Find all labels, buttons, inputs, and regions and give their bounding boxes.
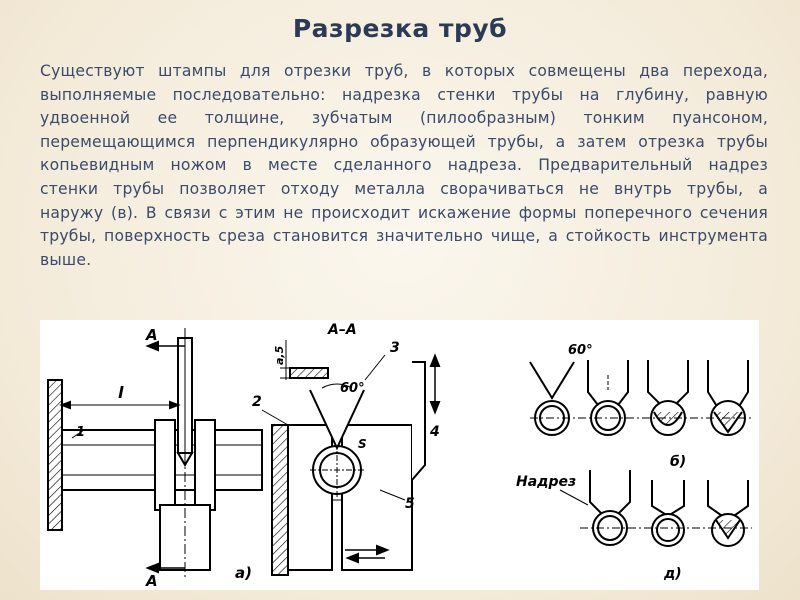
sequence-d-group — [560, 470, 752, 546]
label-caption-d: д) — [664, 566, 682, 582]
label-dim-a: a,5 — [273, 345, 286, 365]
label-notch: Надрез — [516, 474, 577, 490]
sequence-b-group — [530, 360, 752, 435]
slide-title: Разрезка труб — [292, 14, 508, 43]
slide-paragraph: Существуют штампы для отрезки труб, в которых совмещены два перехода, выполняемые последовательно: надрезка стенки трубы на глубину, равную удвоенной ее толщине, зубчатым (пилообразным) тонким пуансоном, перемещающимся перпендикулярно образующей трубы, а затем отрезка трубы копьевидным ножом в месте сделанного надреза. Предварительный надрез стенки трубы позволяет отходу металла сворачиваться не внутрь трубы, а наружу (в). В связи с этим не происходит искажение формы поперечного сечения трубы, поверхность среза становится значительно чище, а стойкость инструмента выше. — [40, 62, 768, 269]
label-part-1: 1 — [76, 425, 86, 440]
section-view-group — [262, 340, 439, 575]
label-section-title: A–A — [328, 322, 357, 338]
label-part-4: 4 — [430, 424, 440, 440]
pipe-cutting-drawing — [40, 320, 759, 590]
label-angle-left: 60° — [340, 381, 365, 396]
label-length-l: l — [118, 383, 124, 402]
label-part-2: 2 — [252, 394, 262, 410]
label-part-5: 5 — [405, 496, 415, 512]
label-angle-right: 60° — [568, 343, 593, 358]
label-caption-b: б) — [670, 454, 687, 470]
label-section-a-bottom: A — [146, 572, 158, 590]
label-cut-s: S — [358, 437, 367, 451]
label-caption-a: а) — [235, 564, 252, 582]
pipe-cutting-figure — [40, 320, 759, 590]
side-view-group — [48, 328, 262, 580]
label-part-3: 3 — [390, 340, 400, 356]
die-left-hatch — [48, 380, 62, 530]
label-section-a-top: A — [146, 326, 158, 344]
